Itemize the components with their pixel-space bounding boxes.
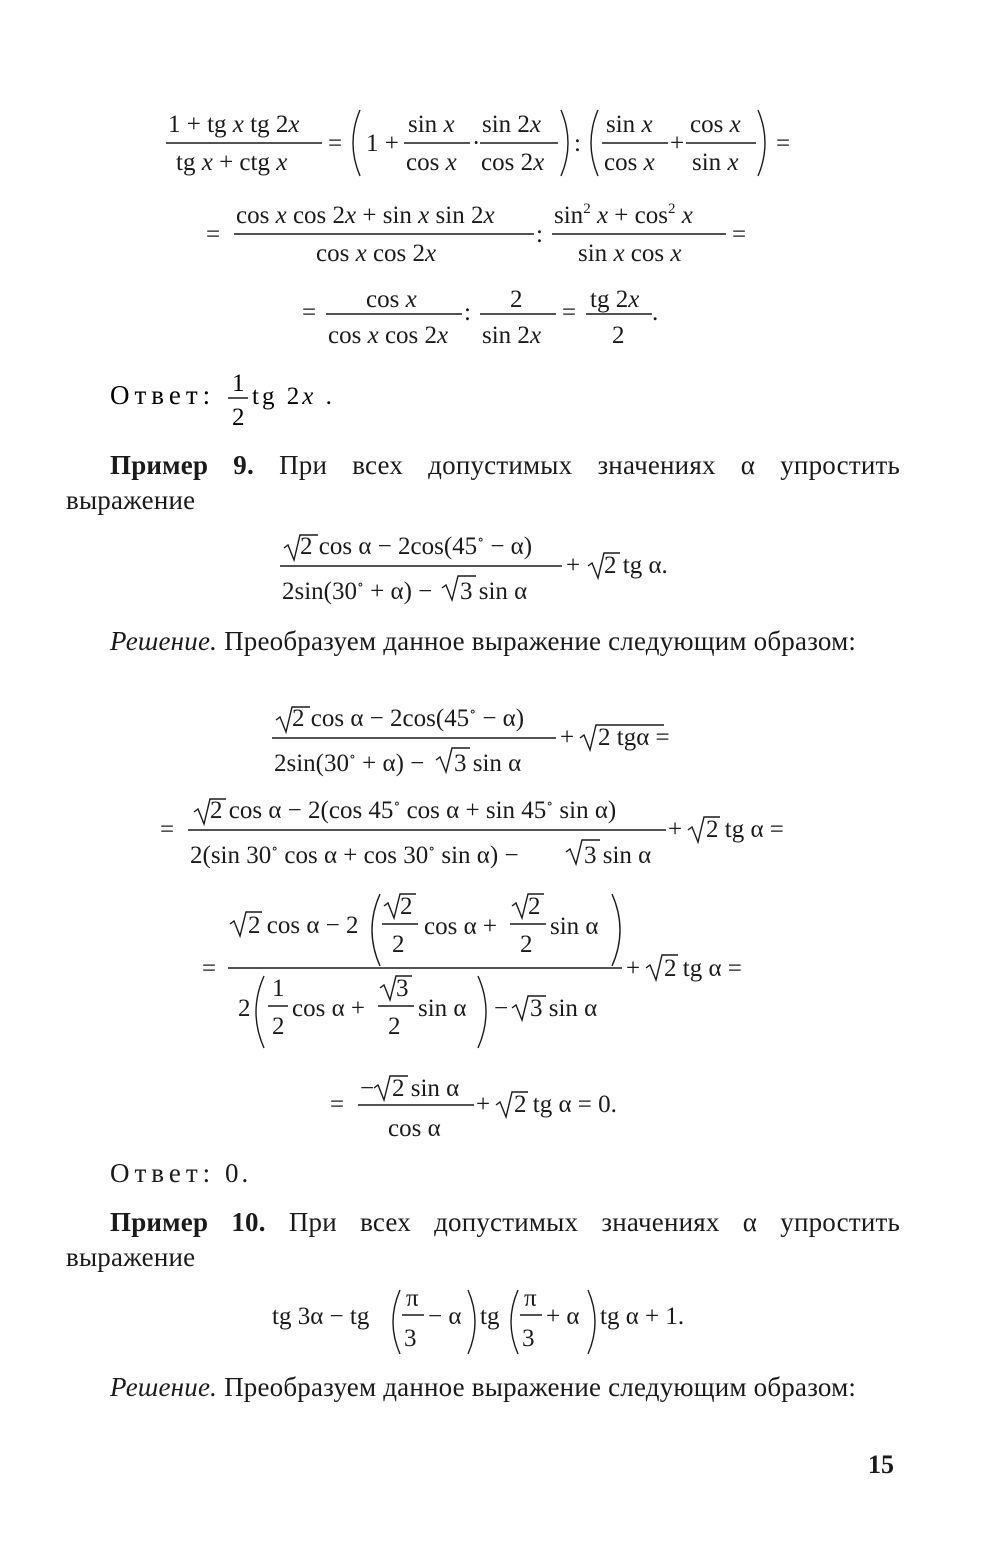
svg-text:−: − xyxy=(360,1075,375,1102)
svg-text:cos α +: cos α + xyxy=(292,995,366,1022)
svg-text:3 sin α: 3 sin α xyxy=(584,842,652,869)
svg-text:sin α: sin α xyxy=(550,913,599,940)
svg-text:−: − xyxy=(494,995,509,1022)
svg-text:2: 2 xyxy=(612,322,625,349)
svg-text:sin x cos x: sin x cos x xyxy=(578,240,682,267)
answer-label: Ответ: xyxy=(110,380,216,410)
svg-text:=: = xyxy=(776,130,791,157)
svg-text:tg 3α − tg: tg 3α − tg xyxy=(272,1303,370,1330)
svg-text:cos x: cos x xyxy=(406,149,457,176)
svg-text:2: 2 xyxy=(272,1013,285,1040)
svg-text:3 sin α: 3 sin α xyxy=(454,750,522,777)
answer-tail: tg 2x . xyxy=(252,383,335,410)
svg-text:sin α: sin α xyxy=(418,995,467,1022)
svg-text:2: 2 xyxy=(520,931,533,958)
svg-text:sin 2x: sin 2x xyxy=(482,322,542,349)
svg-text:tg α + 1.: tg α + 1. xyxy=(600,1303,685,1330)
answer-numerator: 1 xyxy=(232,370,248,397)
solution-label: Решение. xyxy=(110,626,218,656)
svg-text:2 cos α − 2: 2 cos α − 2 xyxy=(248,912,359,939)
svg-text:sin 2x: sin 2x xyxy=(482,111,542,138)
formula-line-7 xyxy=(0,888,1000,1058)
svg-text:cos x cos 2x: cos x cos 2x xyxy=(316,240,437,267)
svg-text:2 sin α: 2 sin α xyxy=(392,1075,460,1102)
svg-text:+: + xyxy=(566,552,581,579)
svg-text:1 + tg x tg 2x: 1 + tg x tg 2x xyxy=(168,111,300,138)
svg-text:=: = xyxy=(302,299,317,326)
svg-text:cos x: cos x xyxy=(366,286,417,313)
solution-text: Преобразуем данное выражение следующим образом: xyxy=(224,1372,857,1402)
svg-text:2 cos α − 2cos(45∘ − α): 2 cos α − 2cos(45∘ − α) xyxy=(292,705,525,732)
svg-text:·: · xyxy=(472,130,481,157)
example-9-answer xyxy=(110,1158,251,1189)
svg-text:3: 3 xyxy=(404,1325,417,1352)
svg-text:=: = xyxy=(732,221,747,248)
example-statement: При всех допустимых значениях α упростить выражение xyxy=(66,1207,901,1272)
formula-line-4 xyxy=(0,528,1000,608)
svg-text:2: 2 xyxy=(400,893,413,920)
formula-line-3 xyxy=(0,283,1000,363)
example-9-statement xyxy=(66,448,900,518)
svg-text:2: 2 xyxy=(392,931,405,958)
svg-text:2 tgα =: 2 tgα = xyxy=(598,724,670,751)
svg-text:2sin(30∘ + α) −: 2sin(30∘ + α) − xyxy=(274,750,425,777)
svg-text:2sin(30∘ + α) −: 2sin(30∘ + α) − xyxy=(282,578,433,605)
svg-text:2 tg α.: 2 tg α. xyxy=(604,552,668,579)
svg-text:cos x: cos x xyxy=(604,149,655,176)
svg-text:=: = xyxy=(202,955,217,982)
example-statement: При всех допустимых значениях α упростить выражение xyxy=(66,450,900,515)
svg-text:=: = xyxy=(206,221,221,248)
svg-text:+: + xyxy=(626,955,641,982)
svg-text:2 cos α − 2(cos 45∘ cos α + si: 2 cos α − 2(cos 45∘ cos α + sin 45∘ sin α) xyxy=(210,797,617,824)
formula-line-9 xyxy=(0,1282,1000,1362)
svg-text:cos x: cos x xyxy=(690,111,741,138)
example-heading: Пример 9. xyxy=(110,450,254,480)
svg-text:tg x + ctg x: tg x + ctg x xyxy=(176,149,288,176)
svg-text:+ α: + α xyxy=(546,1303,580,1330)
svg-text:cos α: cos α xyxy=(388,1115,441,1142)
formula-line-6 xyxy=(0,792,1000,872)
svg-text:cos α +: cos α + xyxy=(424,913,498,940)
svg-text:=: = xyxy=(562,299,577,326)
svg-text:2 tg α =: 2 tg α = xyxy=(664,955,742,982)
svg-text:1 +: 1 + xyxy=(366,130,399,157)
formula-line-2 xyxy=(0,195,1000,275)
svg-text:tg 2x: tg 2x xyxy=(590,286,640,313)
example-8-answer xyxy=(110,368,370,439)
svg-text:cos 2x: cos 2x xyxy=(481,149,545,176)
svg-text::: : xyxy=(574,130,581,157)
svg-text:− α: − α xyxy=(428,1303,462,1330)
svg-text:cos x cos 2x + sin x sin 2x: cos x cos 2x + sin x sin 2x xyxy=(236,202,495,229)
svg-text::: : xyxy=(464,299,471,326)
example-heading: Пример 10. xyxy=(110,1207,266,1237)
svg-text:.: . xyxy=(652,299,659,326)
svg-text:3: 3 xyxy=(396,975,409,1002)
svg-text:2(sin 30∘ cos α + cos 30∘ sin: 2(sin 30∘ cos α + cos 30∘ sin α) − xyxy=(190,842,519,869)
formula-line-8 xyxy=(0,1072,1000,1152)
svg-text:2 tg α = 0.: 2 tg α = 0. xyxy=(514,1091,617,1118)
svg-text:tg: tg xyxy=(480,1303,500,1330)
svg-text:2: 2 xyxy=(510,286,523,313)
svg-text:=: = xyxy=(330,1091,345,1118)
solution-text: Преобразуем данное выражение следующим образом: xyxy=(224,626,857,656)
svg-text:3 sin α: 3 sin α xyxy=(460,578,528,605)
example-9-solution-intro xyxy=(66,624,900,659)
formula-line-1 xyxy=(0,100,1000,180)
page-number: 15 xyxy=(868,1450,894,1479)
svg-text:sin x: sin x xyxy=(408,111,455,138)
svg-text:π: π xyxy=(406,1285,419,1312)
solution-label: Решение. xyxy=(110,1372,218,1402)
svg-text:2: 2 xyxy=(238,995,251,1022)
svg-text::: : xyxy=(536,221,543,248)
svg-text:2: 2 xyxy=(388,1013,401,1040)
answer-denominator: 2 xyxy=(232,404,248,431)
svg-text:sin x: sin x xyxy=(692,149,739,176)
svg-text:sin2 x + cos2 x: $\sin^2 x + \cos^2 x$ xyxy=(554,201,693,229)
svg-text:+: + xyxy=(670,130,685,157)
svg-text:3: 3 xyxy=(522,1325,535,1352)
svg-text:cos x cos 2x: cos x cos 2x xyxy=(328,322,449,349)
svg-text:1: 1 xyxy=(272,975,285,1002)
svg-text:=: = xyxy=(328,130,343,157)
answer-value: 0. xyxy=(224,1158,252,1188)
svg-text:3 sin α: 3 sin α xyxy=(530,995,598,1022)
answer-label: Ответ: xyxy=(110,1158,216,1188)
svg-text:+: + xyxy=(668,816,683,843)
formula-line-5 xyxy=(0,700,1000,780)
svg-text:2 tg α =: 2 tg α = xyxy=(706,816,784,843)
svg-text:+: + xyxy=(476,1091,491,1118)
svg-text:π: π xyxy=(524,1285,537,1312)
svg-text:2 cos α − 2cos(45∘ − α): 2 cos α − 2cos(45∘ − α) xyxy=(300,533,533,560)
svg-text:sin x: sin x xyxy=(606,111,653,138)
example-10-statement xyxy=(66,1205,900,1275)
svg-text:2: 2 xyxy=(528,893,541,920)
svg-text:=: = xyxy=(160,816,175,843)
svg-text:+: + xyxy=(560,724,575,751)
example-10-solution-intro xyxy=(66,1370,900,1405)
